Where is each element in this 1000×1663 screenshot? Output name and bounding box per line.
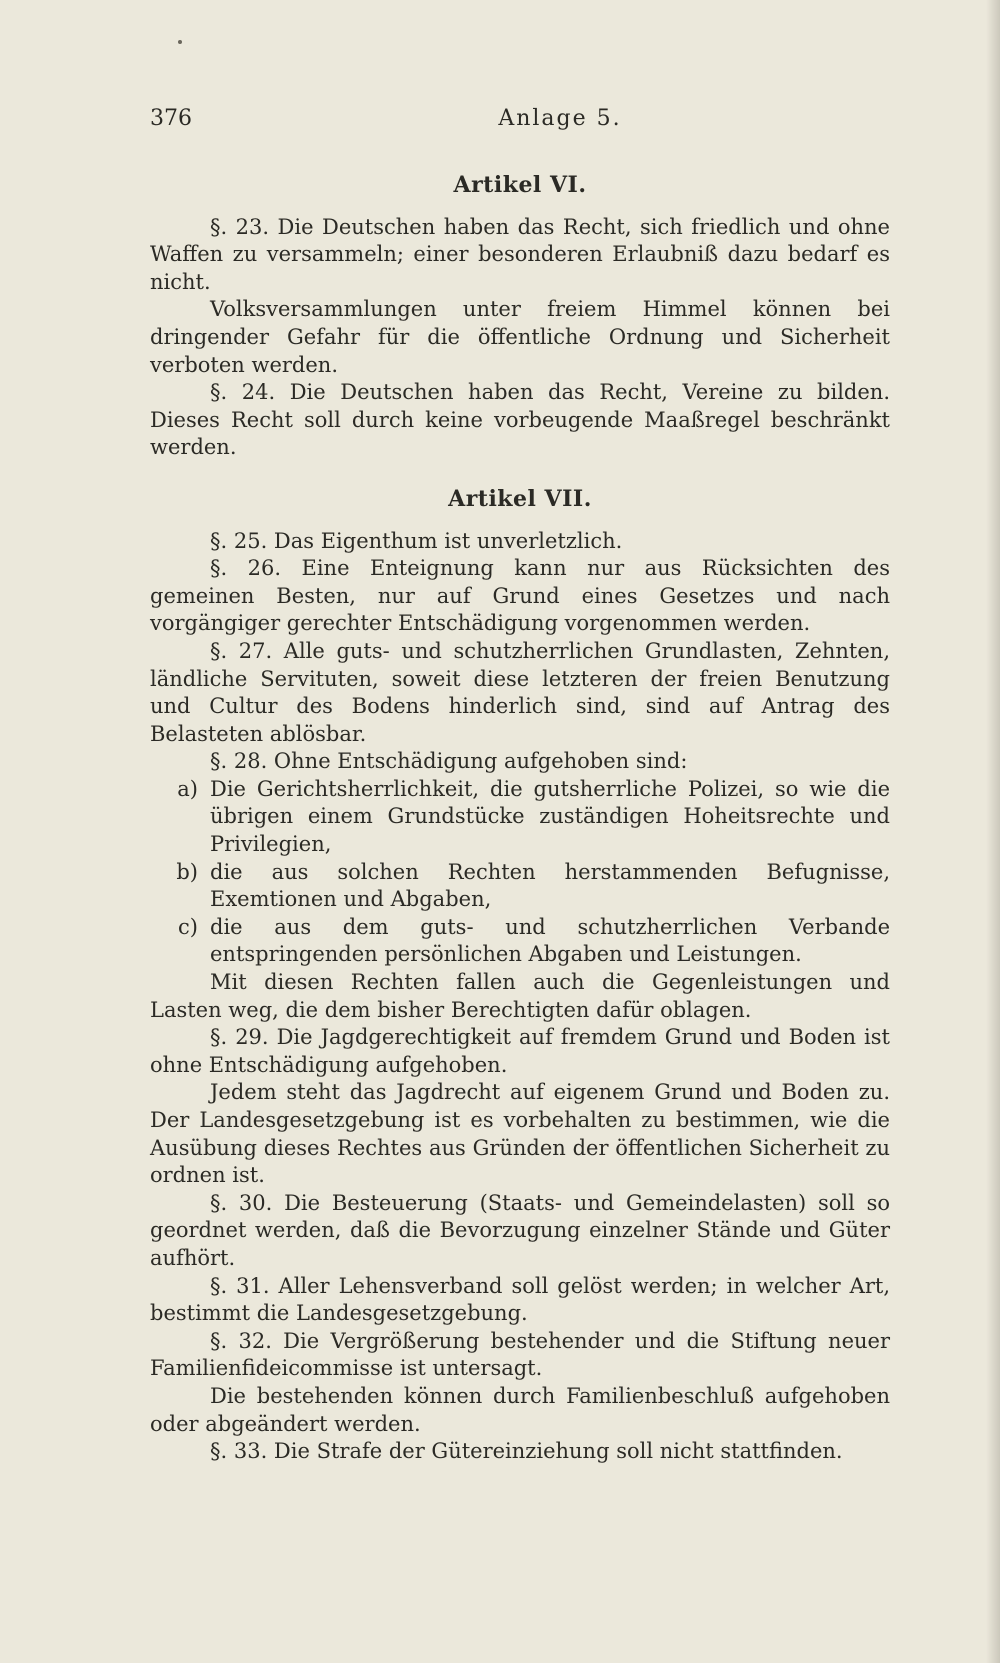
list-label: a) <box>177 776 198 801</box>
paragraph: §. 28. Ohne Entschädigung aufgehoben sind: <box>210 749 688 774</box>
page-body <box>150 172 890 1466</box>
paragraph: Volksversammlungen unter freiem Himmel können bei dringender Gefahr für die öffentliche Ordnung und Sicherheit verboten werden. <box>150 297 890 377</box>
list-text: die aus dem guts- und schutzherrlichen Verbande entspringenden persönlichen Abgaben und Leistungen. <box>210 914 890 967</box>
article-heading: Artikel VI. <box>453 172 587 198</box>
paragraph: §. 27. Alle guts- und schutzherrlichen Grundlasten, Zehnten, ländliche Servituten, soweit diese letzteren der freien Benutzung und Cultur des Bodens hinderlich sind, sind auf Antrag des Belasteten ablösbar. <box>150 638 890 746</box>
paragraph: §. 23. Die Deutschen haben das Recht, sich friedlich und ohne Waffen zu versammeln; einer besonderen Erlaubniß dazu bedarf es nicht. <box>150 214 890 294</box>
page-edge-shadow <box>986 0 1000 1663</box>
paragraph: §. 24. Die Deutschen haben das Recht, Vereine zu bilden. Dieses Recht soll durch keine vorbeugende Maaßregel beschränkt werden. <box>150 380 890 460</box>
list-item <box>150 859 890 914</box>
page-header <box>150 106 890 142</box>
paragraph: §. 29. Die Jagdgerechtigkeit auf fremdem Grund und Boden ist ohne Entschädigung aufgehoben. <box>150 1025 890 1077</box>
paragraph: §. 30. Die Besteuerung (Staats- und Gemeindelasten) soll so geordnet werden, daß die Bevorzugung einzelner Stände und Güter aufhört. <box>150 1190 890 1270</box>
paragraph: Mit diesen Rechten fallen auch die Gegenleistungen und Lasten weg, die dem bisher Berechtigten dafür oblagen. <box>150 970 890 1022</box>
paragraph: §. 25. Das Eigenthum ist unverletzlich. <box>210 528 623 553</box>
list-item <box>150 914 890 969</box>
paragraph: Die bestehenden können durch Familienbeschluß aufgehoben oder abgeändert werden. <box>150 1383 890 1436</box>
list-label: c) <box>178 914 198 939</box>
running-head: Anlage 5. <box>498 106 622 131</box>
paragraph: §. 31. Aller Lehensverband soll gelöst werden; in welcher Art, bestimmt die Landesgesetzgebung. <box>150 1273 890 1326</box>
paper-speck <box>178 40 182 44</box>
article-heading: Artikel VII. <box>448 485 592 512</box>
list-text: die aus solchen Rechten herstammenden Befugnisse, Exemtionen und Abgaben, <box>210 859 890 912</box>
page-number: 376 <box>150 106 192 131</box>
list-label: b) <box>176 859 198 884</box>
paragraph: §. 32. Die Vergrößerung bestehender und die Stiftung neuer Familienfideicommisse ist untersagt. <box>150 1328 890 1381</box>
paragraph: Jedem steht das Jagdrecht auf eigenem Grund und Boden zu. Der Landesgesetzgebung ist es vorbehalten zu bestimmen, wie die Ausübung dieses Rechtes aus Gründen der öffentlichen Sicherheit zu ordnen ist. <box>150 1080 890 1188</box>
list-item <box>150 776 890 859</box>
paragraph: §. 26. Eine Enteignung kann nur aus Rücksichten des gemeinen Besten, nur auf Grund eines Gesetzes und nach vorgängiger gerechter Entschädigung vorgenommen werden. <box>150 556 890 636</box>
paragraph: §. 33. Die Strafe der Gütereinziehung soll nicht stattfinden. <box>210 1439 843 1464</box>
list-text: Die Gerichtsherrlichkeit, die gutsherrliche Polizei, so wie die übrigen einem Grundstücke zuständigen Hoheitsrechte und Privilegien, <box>210 776 890 857</box>
